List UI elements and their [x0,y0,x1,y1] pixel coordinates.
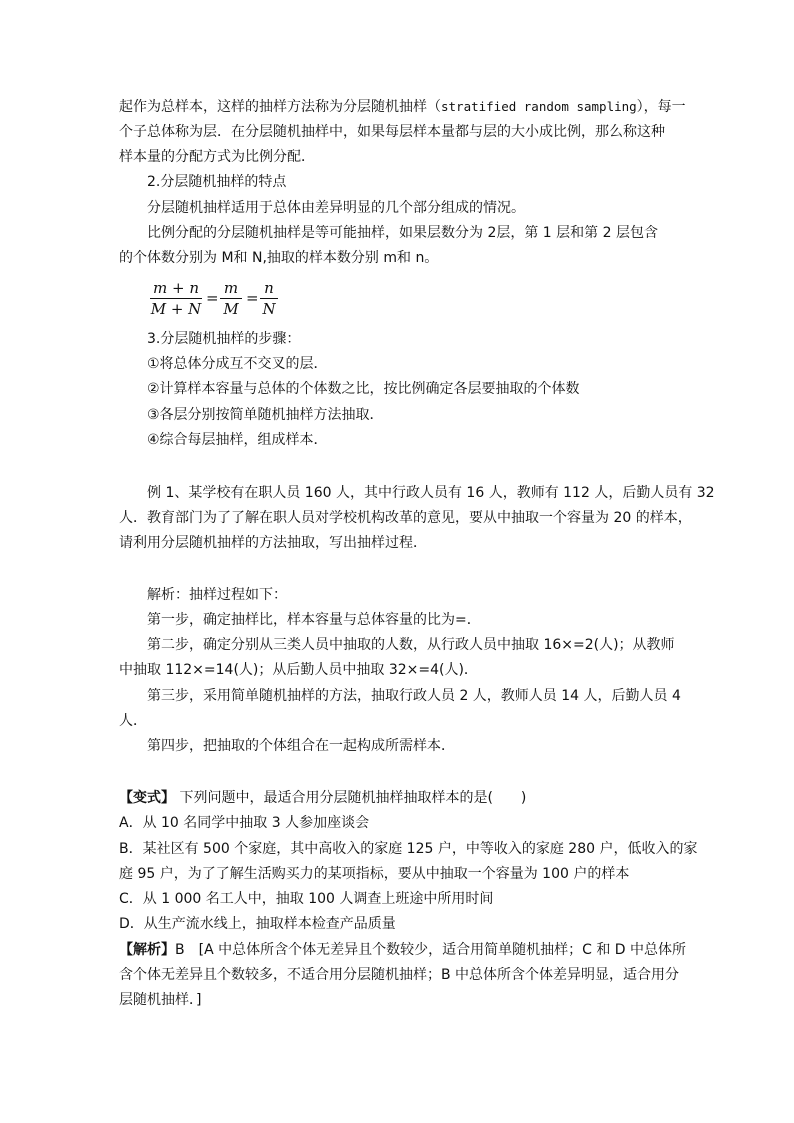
step-item: ①将总体分成互不交叉的层． [147,356,328,372]
example-line-1: 例 1、某学校有在职人员 160 人，其中行政人员有 16 人，教师有 112 人，后勤人员有 32 [147,485,715,501]
equals-sign: = [206,289,219,307]
option-b-line-1: B．某社区有 500 个家庭，其中高收入的家庭 125 户，中等收入的家庭 280 户，低收入的家 [119,841,698,857]
features-paragraph-2-line-2: 的个体数分别为 M和 N,抽取的样本数分别 m和 n。 [119,250,439,266]
solution-step-3-line-2: 人． [119,713,147,729]
example-line-2: 人．教育部门为了了解在职人员对学校机构改革的意见，要从中抽取一个容量为 20 的样本， [119,510,692,526]
fraction-denominator: N [262,300,276,318]
option-b-line-2: 庭 95 户，为了了解生活购买力的某项指标，要从中抽取一个容量为 100 户的样本 [119,866,630,882]
option-a: A．从 10 名同学中抽取 3 人参加座谈会 [119,815,370,831]
fraction-numerator: m [223,279,239,297]
step-item: ②计算样本容量与总体的个体数之比，按比例确定各层要抽取的个体数 [147,381,580,397]
fraction-numerator: n [264,279,274,297]
answer-line-3: 层随机抽样．] [119,992,202,1008]
solution-heading: 解析：抽样过程如下： [147,587,287,603]
fraction-3 [260,279,278,318]
intro-line-2: 个子总体称为层．在分层随机抽样中，如果每层样本量都与层的大小成比例，那么称这种 [119,124,665,140]
ratio-formula [150,279,290,319]
intro-text: 起作为总样本，这样的抽样方法称为分层随机抽样（ [119,99,441,115]
fraction-denominator: M + N [150,300,202,318]
intro-line-1 [119,97,686,117]
fraction-numerator: m + n [153,279,199,297]
fraction-1 [150,279,202,318]
features-paragraph-1: 分层随机抽样适用于总体由差异明显的几个部分组成的情况。 [147,200,525,216]
fraction-denominator: M [223,300,239,318]
option-c: C．从 1 000 名工人中，抽取 100 人调查上班途中所用时间 [119,891,494,907]
variant-question-text: 下列问题中，最适合用分层随机抽样抽取样本的是( ) [175,790,527,806]
solution-step-1: 第一步，确定抽样比，样本容量与总体容量的比为=． [147,612,481,628]
solution-step-3-line-1: 第三步，采用简单随机抽样的方法，抽取行政人员 2 人，教师人员 14 人，后勤人员 4 [147,688,681,704]
example-line-3: 请利用分层随机抽样的方法抽取，写出抽样过程． [119,535,427,551]
intro-line-3: 样本量的分配方式为比例分配． [119,149,315,165]
step-item: ③各层分别按简单随机抽样方法抽取． [147,407,384,423]
answer-line-2: 含个体无差异且个数较多，不适合用分层随机抽样；B 中总体所含个体差异明显，适合用分 [119,967,680,983]
fraction-2 [220,279,242,318]
intro-english-term: stratified random sampling [441,99,637,114]
step-item: ④综合每层抽样，组成样本． [147,432,328,448]
variant-tag: 【变式】 [119,790,175,806]
answer-line-1 [119,940,686,960]
solution-step-2-line-1: 第二步，确定分别从三类人员中抽取的人数，从行政人员中抽取 16×=2(人)；从教师 [147,637,675,653]
option-d: D．从生产流水线上，抽取样本检查产品质量 [119,916,396,932]
features-paragraph-2-line-1: 比例分配的分层随机抽样是等可能抽样，如果层数分为 2层，第 1 层和第 2 层包含 [147,225,658,241]
solution-step-2-line-2: 中抽取 112×=14(人)；从后勤人员中抽取 32×=4(人)． [119,662,478,678]
answer-tag: 【解析】 [119,942,175,958]
features-heading: 2.分层随机抽样的特点 [147,174,287,190]
intro-text-tail: ），每一 [636,99,686,115]
solution-step-4: 第四步，把抽取的个体组合在一起构成所需样本． [147,738,455,754]
answer-text: B [A 中总体所含个体无差异且个数较少，适合用简单随机抽样；C 和 D 中总体所 [175,942,686,958]
steps-heading: 3.分层随机抽样的步骤： [147,331,301,347]
variant-question [119,788,526,808]
equals-sign: = [246,289,259,307]
